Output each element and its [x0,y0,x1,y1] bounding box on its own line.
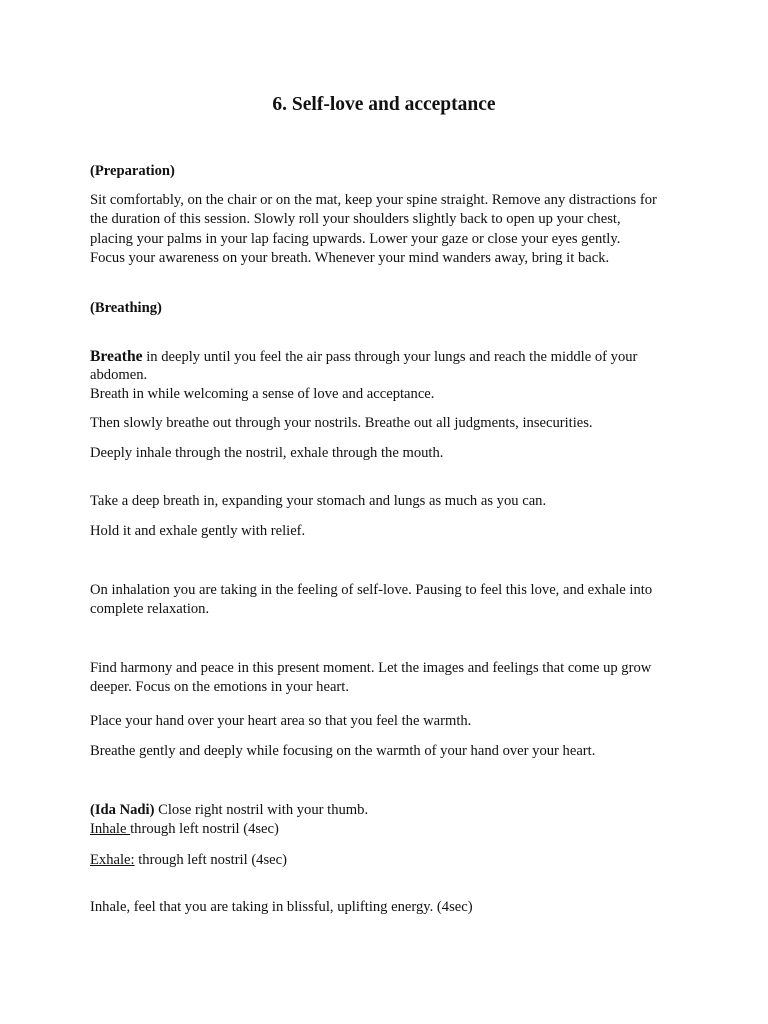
paragraph-line: placing your palms in your lap facing upwards. Lower your gaze or close your eyes gently. [90,231,621,247]
inhale-label: Inhale [90,821,131,837]
paragraph-line: On inhalation you are taking in the feeling of self-love. Pausing to feel this love, and exhale into [90,582,653,598]
paragraph-line [90,851,690,870]
breathe-emphasis: Breathe [90,348,143,365]
paragraph-line: Breath in while welcoming a sense of love and acceptance. [90,386,435,402]
paragraph-line: Focus your awareness on your breath. Whenever your mind wanders away, bring it back. [90,250,610,266]
exhale-rest: through left nostril (4sec) [134,852,287,868]
paragraph-line: deeper. Focus on the emotions in your heart. [90,679,349,695]
paragraph-line: Breathe gently and deeply while focusing on the warmth of your hand over your heart. [90,743,596,759]
section-heading-breathing: (Breathing) [90,300,162,316]
paragraph-line: Then slowly breathe out through your nostrils. Breathe out all judgments, insecurities. [90,415,593,431]
paragraph-line: abdomen. [90,367,148,383]
ida-nadi-label: (Ida Nadi) [90,802,155,818]
paragraph-line: Find harmony and peace in this present moment. Let the images and feelings that come up grow [90,660,652,676]
paragraph-line [90,801,690,820]
paragraph-line: Deeply inhale through the nostril, exhale through the mouth. [90,445,444,461]
paragraph-line: Hold it and exhale gently with relief. [90,523,306,539]
paragraph-line [90,347,690,367]
paragraph-line: Sit comfortably, on the chair or on the mat, keep your spine straight. Remove any distractions for [90,192,657,208]
paragraph-line: Take a deep breath in, expanding your stomach and lungs as much as you can. [90,493,547,509]
page-title: 6. Self-love and acceptance [272,94,496,115]
paragraph-line: complete relaxation. [90,601,210,617]
paragraph-line: Inhale, feel that you are taking in blissful, uplifting energy. (4sec) [90,899,473,915]
exhale-label: Exhale: [90,852,135,868]
paragraph-line: Place your hand over your heart area so that you feel the warmth. [90,713,472,729]
paragraph-line: the duration of this session. Slowly roll your shoulders slightly back to open up your chest, [90,211,621,227]
breathe-rest: in deeply until you feel the air pass through your lungs and reach the middle of your [142,349,638,365]
paragraph-line [90,820,690,839]
section-heading-preparation: (Preparation) [90,163,175,179]
inhale-rest: through left nostril (4sec) [130,821,279,837]
ida-nadi-rest: Close right nostril with your thumb. [154,802,369,818]
